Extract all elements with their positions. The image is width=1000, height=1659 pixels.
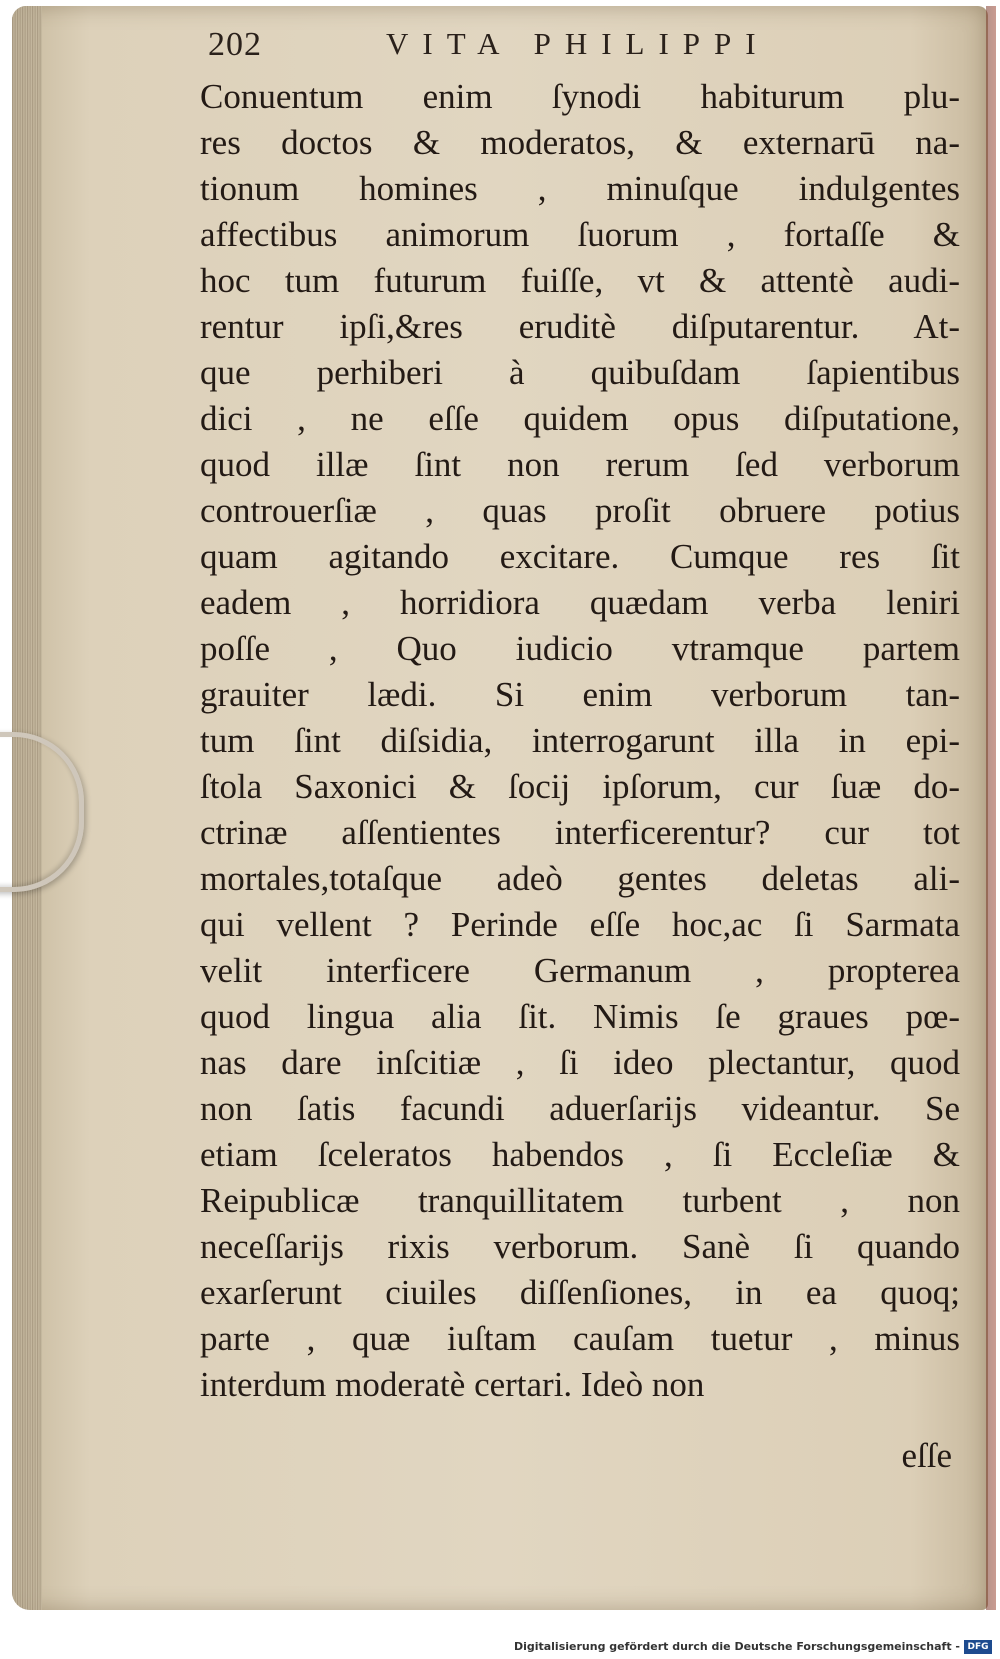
text-line: interdum moderatè certari. Ideò non (200, 1365, 705, 1404)
catchword: eſſe (901, 1436, 952, 1475)
text-line: qui vellent ? Perinde eſſe hoc,ac ſi Sarmata (200, 905, 960, 944)
text-line: exarſerunt ciuiles diſſenſiones, in ea quoq; (200, 1273, 960, 1312)
running-title: VITA PHILIPPI (386, 26, 770, 61)
body-text (200, 74, 960, 1408)
text-line: ctrinæ aſſentientes interficerentur? cur tot (200, 813, 960, 852)
text-line: nas dare inſcitiæ , ſi ideo plectantur, quod (200, 1043, 960, 1082)
text-line: neceſſarijs rixis verborum. Sanè ſi quando (200, 1227, 960, 1266)
page-number: 202 (208, 26, 262, 63)
text-line: affectibus animorum ſuorum , fortaſſe & (200, 215, 960, 254)
text-line: etiam ſceleratos habendos , ſi Eccleſiæ & (200, 1135, 960, 1174)
funding-credit: Digitalisierung gefördert durch die Deutsche Forschungsgemeinschaft - (513, 1640, 960, 1653)
dfg-logo: DFG (964, 1640, 992, 1654)
text-line: que perhiberi à quibuſdam ſapientibus (200, 353, 960, 392)
text-line: Conuentum enim ſynodi habiturum plu- (200, 77, 960, 116)
text-line: tum ſint diſsidia, interrogarunt illa in epi- (200, 721, 960, 760)
text-line: ſtola Saxonici & ſocij ipſorum, cur ſuæ do- (200, 767, 960, 806)
text-line: rentur ipſi,&res eruditè diſputarentur. At- (200, 307, 960, 346)
text-line: poſſe , Quo iudicio vtramque partem (200, 629, 960, 668)
digitization-footer (0, 1631, 1000, 1659)
text-line: quam agitando excitare. Cumque res ſit (200, 537, 960, 576)
running-head (208, 26, 868, 70)
text-line: quod illæ ſint non rerum ſed verborum (200, 445, 960, 484)
text-line: tionum homines , minuſque indulgentes (200, 169, 960, 208)
text-line: non ſatis facundi aduerſarijs videantur. Se (200, 1089, 960, 1128)
text-line: mortales,totaſque adeò gentes deletas ali- (200, 859, 960, 898)
text-line: eadem , horridiora quædam verba leniri (200, 583, 960, 622)
text-line: grauiter lædi. Si enim verborum tan- (200, 675, 960, 714)
text-line: Reipublicæ tranquillitatem turbent , non (200, 1181, 960, 1220)
red-page-edge (986, 6, 996, 1610)
text-line: res doctos & moderatos, & externarū na- (200, 123, 960, 162)
text-line: parte , quæ iuſtam cauſam tuetur , minus (200, 1319, 960, 1358)
text-line: velit interficere Germanum , propterea (200, 951, 960, 990)
text-line: controuerſiæ , quas proſit obruere potius (200, 491, 960, 530)
text-line: quod lingua alia ſit. Nimis ſe graues pœ- (200, 997, 960, 1036)
text-line: hoc tum futurum fuiſſe, vt & attentè audi- (200, 261, 960, 300)
text-line: dici , ne eſſe quidem opus diſputatione, (200, 399, 960, 438)
